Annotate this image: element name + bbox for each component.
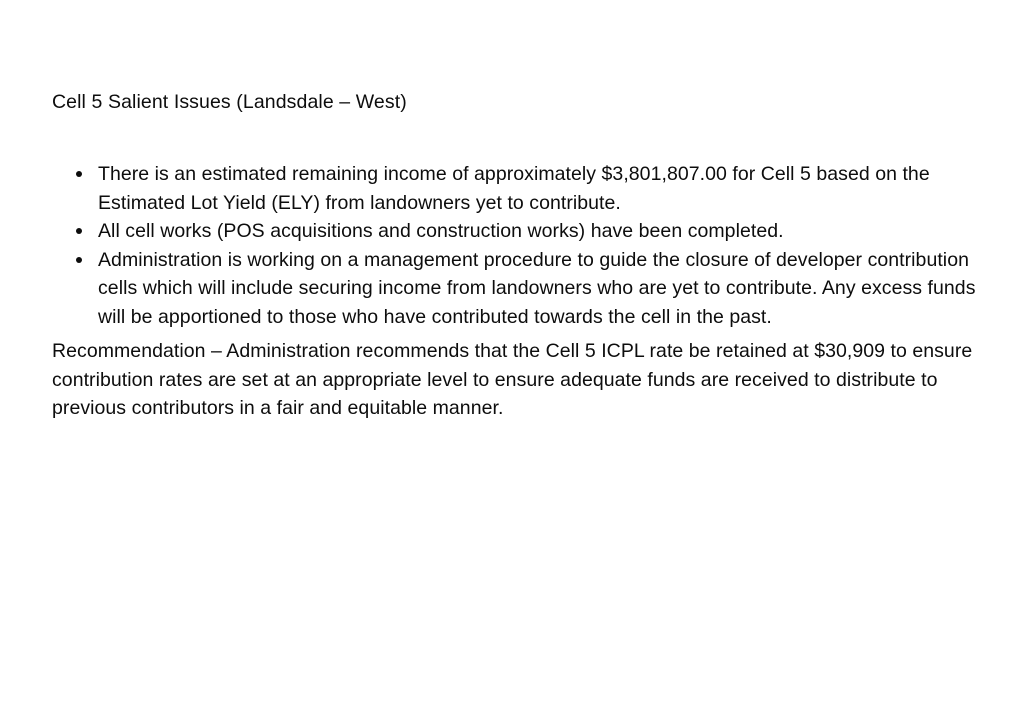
bullet-icon: [76, 257, 82, 263]
bullet-icon: [76, 228, 82, 234]
list-item-text: There is an estimated remaining income of approximately $3,801,807.00 for Cell 5 based on the Estimated Lot Yield (ELY) from landowners yet to contribute.: [98, 163, 930, 214]
list-item: [52, 217, 982, 246]
list-item-text: All cell works (POS acquisitions and construction works) have been completed.: [98, 220, 784, 242]
recommendation-paragraph: Recommendation – Administration recommends that the Cell 5 ICPL rate be retained at $30,909 to ensure contribution rates are set at an appropriate level to ensure adequate funds are received to distribute to previous contributors in a fair and equitable manner.: [52, 340, 973, 419]
list-item-text: Administration is working on a management procedure to guide the closure of developer contribution cells which will include securing income from landowners who are yet to contribute. Any excess funds will be apportioned to those who have contributed towards the cell in the past.: [98, 248, 976, 328]
list-item: [52, 160, 982, 217]
page-title: Cell 5 Salient Issues (Landsdale – West): [52, 91, 407, 113]
document-content: [52, 88, 982, 423]
salient-issues-list: [52, 160, 982, 331]
bullet-icon: [76, 171, 82, 177]
list-item: [52, 246, 982, 332]
